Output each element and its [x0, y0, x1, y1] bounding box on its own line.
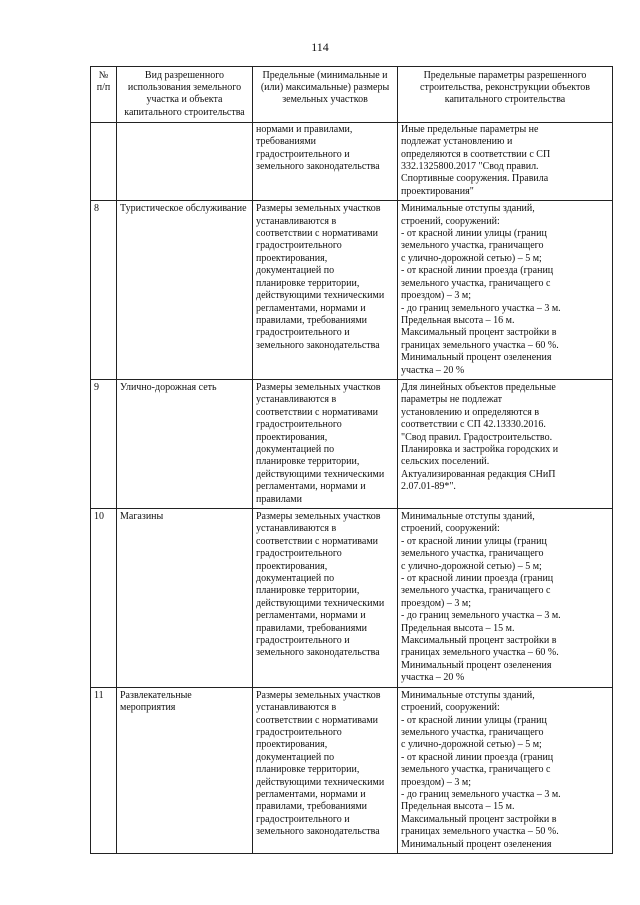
cell-line: Планировка и застройка городских и: [401, 443, 559, 455]
cell-line: требованиями: [256, 136, 317, 148]
cell-line: соответствии с СП 42.13330.2016.: [401, 419, 546, 431]
cell-line: нормами и правилами,: [256, 123, 353, 135]
cell-line: земельного участка, граничащего: [401, 240, 544, 252]
cell-line: планировке территории,: [256, 277, 360, 289]
cell-line: проездом) – 3 м;: [401, 290, 471, 302]
cell-line: земельного законодательства: [256, 339, 380, 351]
cell-line: земельного законодательства: [256, 826, 380, 838]
cell-line: правилами, требованиями: [256, 801, 368, 813]
cell-line: проектирования,: [256, 431, 328, 443]
cell-line: Предельная высота – 16 м.: [401, 314, 515, 326]
cell-line: земельного законодательства: [256, 161, 380, 173]
cell-line: земельного участка, граничащего: [401, 548, 544, 560]
cell-line: Максимальный процент застройки в: [401, 635, 557, 647]
header-plot-size: Предельные (минимальные и (или) максимальные) размеры земельных участков: [253, 67, 398, 123]
row-parameters: [398, 122, 613, 200]
row-plot-size: [253, 122, 398, 200]
cell-line: границах земельного участка – 50 %.: [401, 826, 559, 838]
row-num: 8: [91, 201, 117, 380]
cell-line: проездом) – 3 м;: [401, 776, 471, 788]
cell-line: устанавливаются в: [256, 702, 337, 714]
cell-line: планировке территории,: [256, 585, 360, 597]
cell-line: земельного законодательства: [256, 647, 380, 659]
cell-line: Максимальный процент застройки в: [401, 327, 557, 339]
table-row-continuation: [91, 122, 613, 200]
cell-line: Размеры земельных участков: [256, 511, 381, 522]
cell-line: Спортивные сооружения. Правила: [401, 173, 549, 185]
table-header-row: [91, 67, 613, 123]
cell-line: - до границ земельного участка – 3 м.: [401, 788, 561, 800]
row-use-type: Улично-дорожная сеть: [117, 379, 253, 508]
row-use-type: Туристическое обслуживание: [117, 201, 253, 380]
cell-line: регламентами, нормами и: [256, 788, 366, 800]
cell-line: градостроительного и: [256, 813, 350, 825]
cell-line: - от красной линии улицы (границ: [401, 228, 547, 240]
cell-line: - от красной линии проезда (границ: [401, 751, 554, 763]
cell-line: - от красной линии проезда (границ: [401, 265, 554, 277]
cell-line: градостроительного и: [256, 327, 350, 339]
cell-line: устанавливаются в: [256, 215, 337, 227]
row-use-type: [117, 122, 253, 200]
cell-line: Для линейных объектов предельные: [401, 381, 556, 393]
row-use-type: Развлекательные мероприятия: [117, 687, 253, 853]
cell-line: установлению и определяются в: [401, 406, 540, 418]
cell-line: документацией по: [256, 573, 335, 585]
cell-line: регламентами, нормами и: [256, 302, 366, 314]
cell-line: с улично-дорожной сетью) – 5 м;: [401, 252, 542, 264]
regulations-table: [90, 66, 613, 854]
cell-line: Минимальный процент озеленения: [401, 352, 552, 364]
cell-line: Предельная высота – 15 м.: [401, 801, 515, 813]
cell-line: проездом) – 3 м;: [401, 597, 471, 609]
cell-line: устанавливаются в: [256, 394, 337, 406]
cell-line: - до границ земельного участка – 3 м.: [401, 610, 561, 622]
cell-line: участка – 20 %: [401, 364, 465, 376]
row-plot-size: [253, 687, 398, 853]
cell-line: документацией по: [256, 265, 335, 277]
cell-line: проектирования": [401, 185, 474, 197]
cell-line: границах земельного участка – 60 %.: [401, 647, 559, 659]
cell-line: с улично-дорожной сетью) – 5 м;: [401, 739, 542, 751]
row-plot-size: [253, 379, 398, 508]
cell-line: проектирования,: [256, 560, 328, 572]
row-parameters: [398, 379, 613, 508]
row-parameters: [398, 201, 613, 380]
cell-line: Актуализированная редакция СНиП: [401, 468, 556, 480]
cell-line: градостроительного: [256, 240, 342, 252]
header-use-type: Вид разрешенного использования земельного участка и объекта капитального строительства: [117, 67, 253, 123]
cell-line: Минимальный процент озеленения: [401, 838, 552, 850]
cell-line: Размеры земельных участков: [256, 203, 381, 215]
cell-line: регламентами, нормами и: [256, 481, 366, 493]
cell-line: подлежат установлению и: [401, 136, 513, 148]
cell-line: с улично-дорожной сетью) – 5 м;: [401, 560, 542, 572]
table-row: [91, 687, 613, 853]
cell-line: градостроительного: [256, 548, 342, 560]
cell-line: - от красной линии проезда (границ: [401, 573, 554, 585]
cell-line: земельного участка, граничащего с: [401, 764, 551, 776]
cell-line: 332.1325800.2017 "Свод правил.: [401, 161, 539, 173]
cell-line: - от красной линии улицы (границ: [401, 714, 547, 726]
cell-line: Максимальный процент застройки в: [401, 813, 557, 825]
cell-line: Размеры земельных участков: [256, 689, 381, 701]
page-number: 114: [311, 40, 329, 54]
cell-line: соответствии с нормативами: [256, 406, 379, 418]
cell-line: планировке территории,: [256, 456, 360, 468]
row-num: 10: [91, 509, 117, 688]
cell-line: градостроительного: [256, 419, 342, 431]
cell-line: - до границ земельного участка – 3 м.: [401, 302, 561, 314]
cell-line: земельного участка, граничащего: [401, 726, 544, 738]
cell-line: строений, сооружений:: [401, 523, 500, 535]
row-num: 9: [91, 379, 117, 508]
cell-line: правилами, требованиями: [256, 314, 368, 326]
cell-line: соответствии с нормативами: [256, 535, 379, 547]
row-parameters: [398, 687, 613, 853]
header-parameters: Предельные параметры разрешенного строительства, реконструкции объектов капитального строительства: [398, 67, 613, 123]
cell-line: правилами, требованиями: [256, 622, 368, 634]
table-row: [91, 379, 613, 508]
cell-line: правилами: [256, 493, 302, 505]
row-parameters: [398, 509, 613, 688]
cell-line: планировке территории,: [256, 764, 360, 776]
cell-line: земельного участка, граничащего с: [401, 585, 551, 597]
cell-line: соответствии с нормативами: [256, 714, 379, 726]
header-num: № п/п: [91, 67, 117, 123]
cell-line: Размеры земельных участков: [256, 381, 381, 393]
row-plot-size: [253, 509, 398, 688]
cell-line: Минимальный процент озеленения: [401, 659, 552, 671]
cell-line: Минимальные отступы зданий,: [401, 689, 535, 701]
table-row: [91, 509, 613, 688]
cell-line: строений, сооружений:: [401, 215, 500, 227]
cell-line: действующими техническими: [256, 290, 385, 302]
table-row: [91, 201, 613, 380]
cell-line: градостроительного и: [256, 635, 350, 647]
cell-line: "Свод правил. Градостроительство.: [401, 431, 553, 443]
cell-line: действующими техническими: [256, 776, 385, 788]
cell-line: Иные предельные параметры не: [401, 123, 539, 135]
cell-line: определяются в соответствии с СП: [401, 148, 551, 160]
row-num: [91, 122, 117, 200]
row-num: 11: [91, 687, 117, 853]
cell-line: градостроительного и: [256, 148, 350, 160]
cell-line: действующими техническими: [256, 468, 385, 480]
cell-line: проектирования,: [256, 739, 328, 751]
cell-line: проектирования,: [256, 252, 328, 264]
cell-line: документацией по: [256, 751, 335, 763]
row-plot-size: [253, 201, 398, 380]
cell-line: сельских поселений.: [401, 456, 490, 468]
cell-line: документацией по: [256, 443, 335, 455]
cell-line: границах земельного участка – 60 %.: [401, 339, 559, 351]
cell-line: действующими техническими: [256, 597, 385, 609]
cell-line: участка – 20 %: [401, 672, 465, 684]
cell-line: строений, сооружений:: [401, 702, 500, 714]
cell-line: устанавливаются в: [256, 523, 337, 535]
cell-line: градостроительного: [256, 726, 342, 738]
cell-line: Минимальные отступы зданий,: [401, 203, 535, 215]
cell-line: Предельная высота – 15 м.: [401, 622, 515, 634]
cell-line: параметры не подлежат: [401, 394, 503, 406]
cell-line: - от красной линии улицы (границ: [401, 535, 547, 547]
cell-line: Минимальные отступы зданий,: [401, 511, 535, 522]
cell-line: соответствии с нормативами: [256, 228, 379, 240]
cell-line: 2.07.01-89*".: [401, 481, 456, 493]
cell-line: регламентами, нормами и: [256, 610, 366, 622]
row-use-type: Магазины: [117, 509, 253, 688]
cell-line: земельного участка, граничащего с: [401, 277, 551, 289]
